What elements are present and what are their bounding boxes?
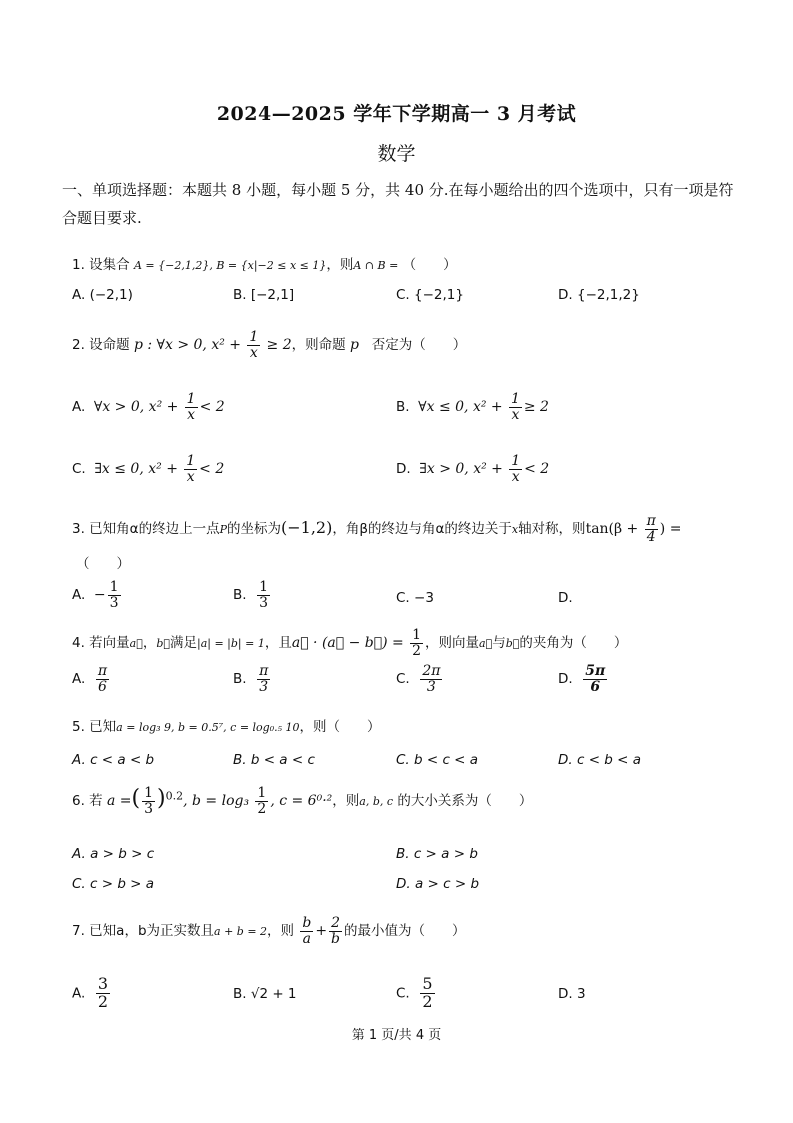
exam-title: 2024—2025 学年下学期高一 3 月考试 [216,103,577,125]
question-6-stem: 6. 若 a =( $\frac{1}{3}$ )$^{0.2}$, b = log₃ $\frac{1}{2}$ , c = 6⁰·²，则a, b, c 的大小关系为（ ） [72,785,533,817]
page-number: 第 1 页/共 4 页 [351,1028,442,1043]
question-2-stem: 2. 设命题 p : ∀x > 0, x² + $\frac{1}{x}$ ≥ 2，则命题 p 否定为（ ） [72,329,467,361]
question-6-option-a[interactable]: A. a > b > c [72,846,155,862]
question-4-option-a[interactable]: A. $\frac{\pi}{6}$ [72,663,108,695]
question-2-option-b[interactable]: B. ∀x ≤ 0, x² + $\frac{1}{x}$ ≥ 2 [396,391,549,423]
question-2-option-d[interactable]: D. ∃x > 0, x² + $\frac{1}{x}$ < 2 [396,453,550,485]
question-7-option-a[interactable]: A. $\frac{3}{2}$ [72,974,109,1011]
question-1-stem: 1. 设集合 A = {−2,1,2}, B = {x|−2 ≤ x ≤ 1}，则A ∩ B = （ ） [72,257,457,273]
question-4-option-d[interactable]: D. $\frac{5\pi}{6}$ [558,663,606,695]
question-7-option-d[interactable]: D. 3 [558,986,586,1002]
fraction-1-over-2: $\frac{1}{2}$ [412,627,422,659]
question-6-option-b[interactable]: B. c > a > b [396,846,478,862]
question-5-option-c[interactable]: C. b < c < a [396,752,479,768]
question-1-option-c[interactable]: C. {−2,1} [396,287,464,303]
question-3-option-c[interactable]: C. −3 [396,590,434,606]
question-2-option-c[interactable]: C. ∃x ≤ 0, x² + $\frac{1}{x}$ < 2 [72,453,225,485]
question-5-option-b[interactable]: B. b < a < c [233,752,315,768]
fraction-pi-over-4: $\frac{\pi}{4}$ [646,513,656,545]
question-5-option-d[interactable]: D. c < b < a [558,752,642,768]
question-3-stem: 3. 已知角α的终边上一点P的坐标为(−1,2)，角β的终边与角α的终边关于x轴对称，则tan(β + $\frac{\pi}{4}$ ) = [72,513,682,545]
question-7-stem: 7. 已知a，b为正实数且a + b = 2，则 $\frac{b}{a}$ + $\frac{2}{b}$ 的最小值为（ ） [72,915,466,947]
question-2-option-a[interactable]: A. ∀x > 0, x² + $\frac{1}{x}$ < 2 [72,391,225,423]
question-3-option-a[interactable]: A. − $\frac{1}{3}$ [72,579,119,611]
question-7-option-b[interactable]: B. √2 + 1 [233,986,297,1002]
question-4-stem: 4. 若向量a⃗，b⃗满足|a| = |b| = 1，且a⃗ · (a⃗ − b⃗) = $\frac{1}{2}$ ，则向量a⃗与b⃗的夹角为（ ） [72,627,628,659]
question-3-blank: （ ） [76,556,130,572]
exam-subject: 数学 [377,143,416,165]
question-5-option-a[interactable]: A. c < a < b [72,752,155,768]
section-instructions: 一、单项选择题：本题共 8 小题，每小题 5 分，共 40 分.在每小题给出的四个选项中，只有一项是符合题目要求. [62,181,734,227]
fraction-1-over-x: $\frac{1}{x}$ [249,329,259,361]
question-1-option-d[interactable]: D. {−2,1,2} [558,287,640,303]
question-6-option-c[interactable]: C. c > b > a [72,876,155,892]
question-4-option-c[interactable]: C. $\frac{2\pi}{3}$ [396,663,441,695]
question-5-stem: 5. 已知a = log₃ 9, b = 0.5⁷, c = log₀.₅ 10，则（ ） [72,719,381,735]
question-3-option-b[interactable]: B. $\frac{1}{3}$ [233,579,269,611]
question-6-option-d[interactable]: D. a > c > b [396,876,480,892]
question-4-option-b[interactable]: B. $\frac{\pi}{3}$ [233,663,269,695]
question-3-option-d[interactable]: D. [558,590,573,606]
question-7-option-c[interactable]: C. $\frac{5}{2}$ [396,974,433,1011]
question-1-option-a[interactable]: A. (−2,1) [72,287,133,303]
question-1-option-b[interactable]: B. [−2,1] [233,287,295,303]
